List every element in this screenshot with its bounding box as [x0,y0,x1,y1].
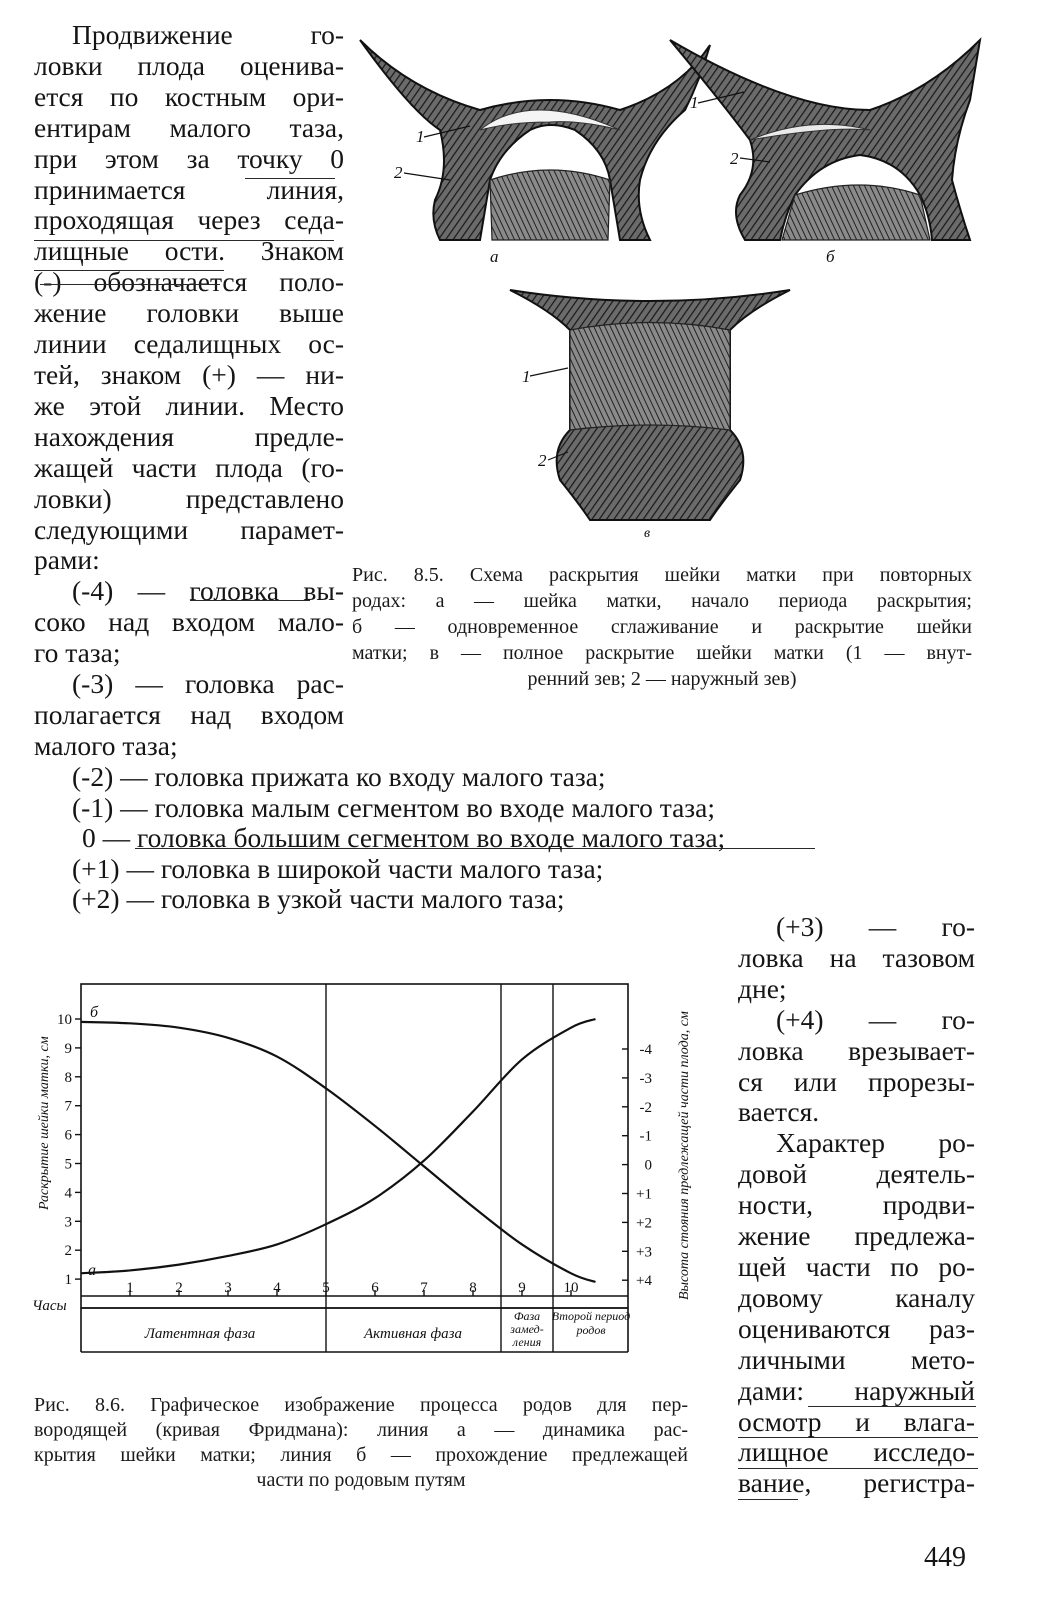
right-tick-label: -3 [639,1070,652,1087]
curve-b-label: б [90,1004,99,1021]
text-line: (-) обозначается поло- [34,266,344,298]
pen-underline [808,1406,976,1407]
text-line: вание, регистра- [738,1467,975,1499]
left-tick-label: 9 [64,1040,72,1057]
text-line: дне; [738,972,787,1004]
right-axis-ticks [622,1042,652,1289]
text-line: (-2) — головка прижата ко входу малого таза; [72,761,606,792]
text-line: оцениваются раз- [738,1312,975,1344]
right-tick-label: +1 [636,1186,652,1203]
text-line: (+1) — головка в широкой части малого таза; [72,852,604,884]
caption-line: вородящей (кривая Фридмана): линия а — динамика рас- [34,1419,688,1441]
left-tick-label: 3 [64,1214,72,1231]
left-tick-label: 7 [64,1098,72,1115]
figure-8-6-chart [20,970,710,1370]
text-line: жащей части плода (го- [34,451,344,483]
left-axis-label: Раскрытие шейки матки, см [37,1036,52,1210]
caption-line: б — одновременное сглаживание и раскрытие шейки [352,616,972,638]
text-line: малого таза; [34,729,178,761]
caption-line: части по родовым путям [256,1469,466,1491]
hour-tick-label: 9 [518,1280,526,1296]
hour-tick-label: 2 [175,1280,183,1296]
figure-8-5-illustration [350,30,990,541]
pen-underline [245,178,335,179]
figure-8-5-caption [352,562,972,692]
drawing-b [670,40,980,266]
left-tick-label: 6 [64,1127,72,1144]
drawing-a [360,40,710,266]
left-tick-label: 10 [57,1012,72,1028]
pen-underline [738,1468,978,1469]
right-column-text [738,912,975,1499]
text-line: ся или прорезы- [738,1065,975,1097]
text-line: осмотр и влага- [738,1405,975,1437]
pen-underline [190,600,310,601]
left-tick-label: 2 [64,1243,72,1260]
text-line: Характер ро- [776,1127,975,1159]
caption-line: Рис. 8.6. Графическое изображение процесса родов для пер- [34,1394,688,1416]
text-line: следующими парамет- [34,513,344,545]
drawing-v [510,290,790,541]
label-a: а [490,247,499,266]
pen-underline [40,284,220,285]
phase-deceleration: замед- [510,1322,544,1336]
curve-a-cervical-dilation [81,1019,596,1273]
hour-tick-label: 1 [126,1280,134,1296]
text-line: ловка на тазовом [738,941,975,973]
hour-tick-label: 7 [420,1280,428,1296]
figure-8-6-caption [34,1393,688,1493]
text-line: ловки) представлено [34,482,344,514]
text-line: же этой линии. Место [34,389,344,421]
pen-underline [34,240,334,241]
text-line: при этом за точку 0 [34,142,344,174]
hour-tick-label: 8 [469,1280,477,1296]
text-line: ности, продви- [738,1189,975,1221]
label-1: 1 [416,127,425,146]
left-tick-label: 5 [64,1156,72,1173]
caption-line: ренний зев; 2 — наружный зев) [527,668,797,690]
phase-deceleration: ления [512,1335,542,1349]
left-column-text [34,20,344,762]
text-line: (+4) — го- [776,1003,975,1035]
phase-deceleration: Фаза [513,1309,541,1323]
caption-line: Рис. 8.5. Схема раскрытия шейки матки при повторных [352,564,972,586]
text-line: (-1) — головка малым сегментом во входе малого таза; [72,791,715,823]
right-tick-label: +3 [636,1244,652,1261]
text-line: лищные ости. Знаком [34,235,344,267]
label-1: 1 [522,367,531,386]
hours-label: Часы [32,1298,67,1314]
text-line: лищное исследо- [738,1436,975,1468]
right-tick-label: +4 [636,1273,652,1290]
right-tick-label: -4 [639,1042,652,1058]
curve-a-label: а [88,1262,96,1279]
text-line: дами: наружный [738,1374,975,1406]
hour-tick-label: 3 [224,1280,232,1296]
pen-underline [738,1499,798,1500]
text-line: довому каналу [738,1281,975,1313]
text-line: жение предлежа- [738,1220,975,1252]
text-line: щей части по ро- [738,1250,975,1282]
label-1: 1 [690,93,699,112]
hour-tick-label: 5 [322,1280,330,1296]
text-line: Продвижение го- [72,19,344,50]
caption-line: родах: а — шейка матки, начало периода раскрытия; [352,590,972,612]
phase-active: Активная фаза [364,1326,462,1342]
text-line: жение головки выше [34,297,344,329]
text-line: проходящая через седа- [34,204,344,236]
label-2: 2 [538,451,547,470]
label-v: в [644,526,651,541]
phase-latent: Латентная фаза [144,1326,256,1342]
right-tick-label: 0 [644,1157,652,1174]
text-line: ловки плода оценива- [34,49,344,81]
text-line: полагается над входом [34,698,344,730]
text-line: (+2) — головка в узкой части малого таза; [72,883,565,915]
right-axis-label: Высота стояния предлежащей части плода, см [677,1011,692,1300]
curve-b-fetal-descent [81,1022,596,1282]
text-line: ловка врезывает- [738,1034,975,1066]
right-tick-label: -1 [639,1128,652,1145]
text-line: (-3) — головка рас- [72,668,344,700]
text-line: рами: [34,544,100,576]
phase-second-stage: родов [576,1323,606,1337]
phase-second-stage: Второй период [551,1309,631,1323]
text-line: довой деятель- [738,1158,975,1190]
text-line: личными мето- [738,1343,975,1375]
pen-underline [738,1437,978,1438]
right-tick-label: +2 [636,1215,652,1232]
hour-ticks [126,1280,578,1296]
text-line: нахождения предле- [34,420,344,452]
label-2: 2 [394,163,403,182]
pen-underline [34,270,224,271]
text-line: (+3) — го- [776,911,975,942]
text-line: соко над входом мало- [34,606,344,638]
hour-tick-label: 6 [371,1280,379,1296]
left-tick-label: 1 [64,1272,72,1289]
text-line: вается. [738,1096,820,1128]
label-b: б [826,247,835,266]
full-width-text [72,762,832,915]
caption-line: матки; в — полное раскрытие шейки матки (1 — внут- [352,642,972,664]
text-line: принимается линия, [34,173,344,205]
right-tick-label: -2 [639,1099,652,1116]
left-tick-label: 8 [64,1069,72,1086]
left-tick-label: 4 [64,1185,72,1202]
text-line: 0 — головка большим сегментом во входе малого таза; [82,822,726,854]
text-line: ется по костным ори- [34,80,344,112]
page-number: 449 [924,1542,966,1573]
label-2: 2 [730,149,739,168]
caption-line: крытия шейки матки; линия б — прохождение предлежащей [34,1444,688,1466]
text-line: линии седалищных ос- [34,328,344,360]
hour-tick-label: 10 [563,1280,579,1296]
text-line: (-4) — головка вы- [72,575,344,607]
text-line: го таза; [34,637,121,669]
text-line: тей, знаком (+) — ни- [34,358,344,390]
left-axis-ticks [57,1012,81,1288]
text-line: ентирам малого таза, [34,111,344,143]
hour-tick-label: 4 [273,1280,281,1296]
